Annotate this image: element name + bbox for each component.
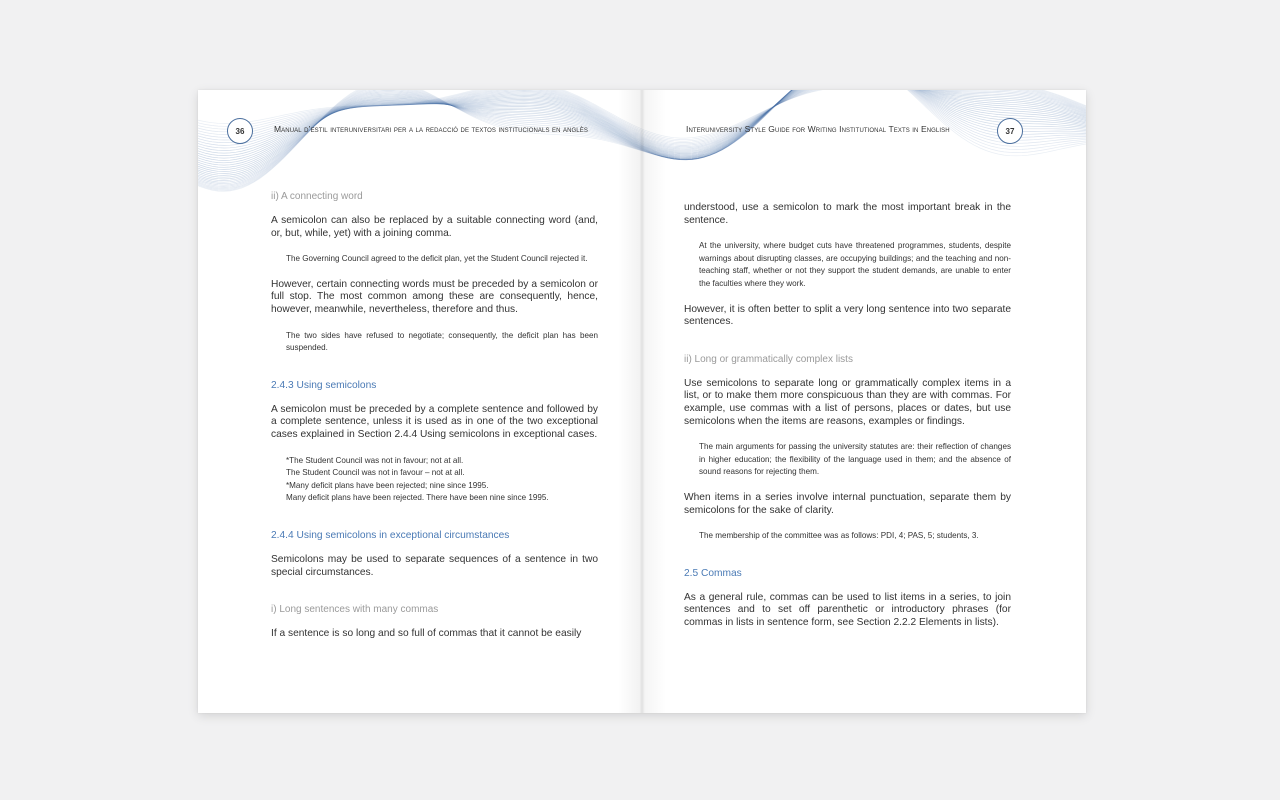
running-head: Manual d’estil interuniversitari per a la redacció de textos institucionals en anglès [274,124,588,134]
subheading: ii) Long or grammatically complex lists [684,353,853,365]
page-body [271,190,598,654]
body-paragraph: When items in a series involve internal punctuation, separate them by semicolons for the sake of clarity. [684,491,1011,516]
body-paragraph: Semicolons may be used to separate sequences of a sentence in two special circumstances. [271,553,598,578]
body-paragraph: As a general rule, commas can be used to list items in a series, to join sentences and to set off parenthetic or introductory phrases (for commas in lists in sentence form, see Section 2.2.2 Elements in lists). [684,591,1011,628]
section-heading: 2.4.3 Using semicolons [271,379,377,391]
right-page [642,90,1086,713]
example-line: Many deficit plans have been rejected. There have been nine since 1995. [286,493,549,503]
body-paragraph: understood, use a semicolon to mark the most important break in the sentence. [684,202,1011,226]
running-head: Interuniversity Style Guide for Writing Institutional Texts in English [686,124,950,134]
body-paragraph: A semicolon must be preceded by a complete sentence and followed by a complete sentence, unless it is used as in one of the two exceptional cases explained in Section 2.4.4 Using semicolons in exceptional cases. [271,403,598,440]
page-number: 36 [227,118,253,144]
section-heading: 2.5 Commas [684,567,742,579]
body-paragraph: A semicolon can also be replaced by a suitable connecting word (and, or, but, while, yet) with a joining comma. [271,215,598,239]
example-line: *The Student Council was not in favour; not at all. [286,455,464,465]
left-page [198,90,642,713]
page-body [684,202,1011,642]
subheading: ii) A connecting word [271,191,363,202]
example-quote: The Governing Council agreed to the deficit plan, yet the Student Council rejected it. [286,254,588,264]
book-spread [198,90,1086,713]
example-quote: The main arguments for passing the university statutes are: their reflection of changes in higher education; the flexibility of the language used in them; and the absence of sound reasons for rejecting them. [699,442,1011,477]
body-paragraph: However, it is often better to split a very long sentence into two separate sentences. [684,303,1011,328]
example-quote: At the university, where budget cuts have threatened programmes, students, despite warnings about disrupting classes, are occupying buildings; and the teaching and non-teaching staff, whether or not they support the student demands, are unable to enter the faculties where they work. [699,241,1011,288]
body-paragraph: If a sentence is so long and so full of commas that it cannot be easily [271,628,582,640]
subheading: i) Long sentences with many commas [271,604,439,616]
example-quote: The two sides have refused to negotiate; consequently, the deficit plan has been suspended. [286,330,598,353]
body-paragraph: However, certain connecting words must be preceded by a semicolon or full stop. The most common among these are consequently, hence, however, meanwhile, nevertheless, therefore and thus. [271,278,598,315]
example-line: *Many deficit plans have been rejected; nine since 1995. [286,480,489,490]
example-quote: The membership of the committee was as follows: PDI, 4; PAS, 5; students, 3. [699,531,979,541]
section-heading: 2.4.4 Using semicolons in exceptional circumstances [271,529,510,541]
body-paragraph: Use semicolons to separate long or grammatically complex items in a list, or to make them more conspicuous than they are with commas. For example, use commas with a list of persons, places or dates, but use semicolons when the items are reasons, examples or findings. [684,377,1011,427]
example-block [286,455,598,505]
example-line: The Student Council was not in favour – not at all. [286,468,465,478]
page-number: 37 [997,118,1023,144]
